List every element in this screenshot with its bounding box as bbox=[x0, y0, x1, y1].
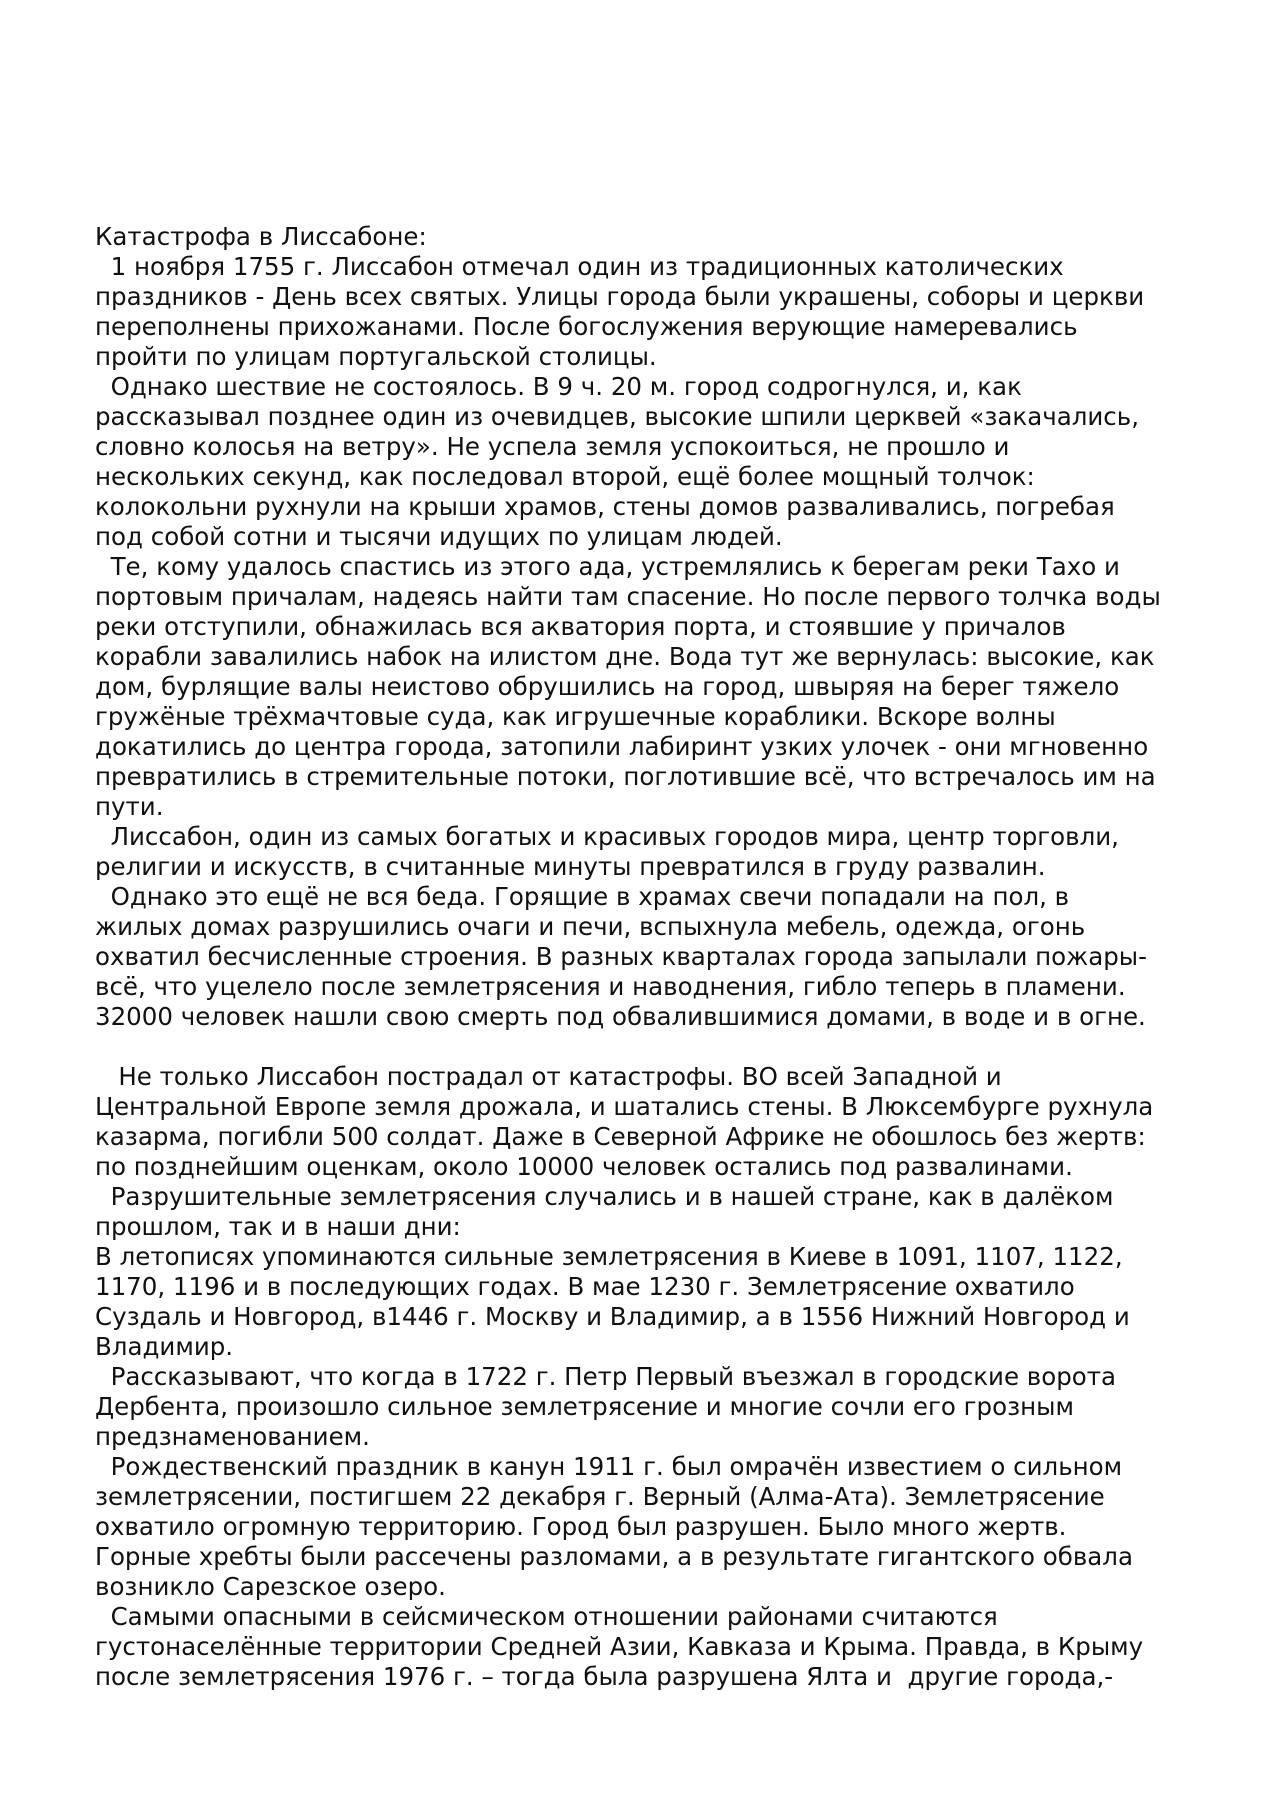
text-line: Центральной Европе земля дрожала, и шатались стены. В Люксембурге рухнула bbox=[95, 1092, 1154, 1121]
text-line: пути. bbox=[95, 792, 164, 821]
text-line: Суздаль и Новгород, в1446 г. Москву и Владимир, а в 1556 Нижний Новгород и bbox=[95, 1302, 1130, 1331]
text-line: возникло Сарезское озеро. bbox=[95, 1572, 446, 1601]
text-line: Владимир. bbox=[95, 1332, 234, 1361]
text-line: охватило огромную территорию. Город был разрушен. Было много жертв. bbox=[95, 1512, 1067, 1541]
text-line: прошлом, так и в наши дни: bbox=[95, 1212, 461, 1241]
text-line: под собой сотни и тысячи идущих по улицам людей. bbox=[95, 522, 783, 551]
text-line: переполнены прихожанами. После богослужения верующие намеревались bbox=[95, 312, 1078, 341]
text-line: после землетрясения 1976 г. – тогда была разрушена Ялта и другие города,- bbox=[95, 1662, 1114, 1691]
text-line: нескольких секунд, как последовал второй, ещё более мощный толчок: bbox=[95, 462, 1035, 491]
text-line: дом, бурлящие валы неистово обрушились на город, швыряя на берег тяжело bbox=[95, 672, 1120, 701]
text-line: Те, кому удалось спастись из этого ада, устремлялись к берегам реки Тахо и bbox=[95, 552, 1120, 581]
text-line: по позднейшим оценкам, около 10000 человек остались под развалинами. bbox=[95, 1152, 1073, 1181]
text-line: Однако шествие не состоялось. В 9 ч. 20 м. город содрогнулся, и, как bbox=[95, 372, 1022, 401]
text-line: праздников - День всех святых. Улицы города были украшены, соборы и церкви bbox=[95, 282, 1145, 311]
text-line: рассказывал позднее один из очевидцев, высокие шпили церквей «закачались, bbox=[95, 402, 1140, 431]
text-line: словно колосья на ветру». Не успела земля успокоиться, не прошло и bbox=[95, 432, 1010, 461]
text-line: религии и искусств, в считанные минуты превратился в груду развалин. bbox=[95, 852, 1046, 881]
text-line: 32000 человек нашли свою смерть под обвалившимися домами, в воде и в огне. bbox=[95, 1002, 1146, 1031]
text-line: казарма, погибли 500 солдат. Даже в Северной Африке не обошлось без жертв: bbox=[95, 1122, 1146, 1151]
text-line: Однако это ещё не вся беда. Горящие в храмах свечи попадали на пол, в bbox=[95, 882, 1070, 911]
text-line: предзнаменованием. bbox=[95, 1422, 370, 1451]
text-line: Рассказывают, что когда в 1722 г. Петр Первый въезжал в городские ворота bbox=[95, 1362, 1117, 1391]
text-line: Разрушительные землетрясения случались и в нашей стране, как в далёком bbox=[95, 1182, 1114, 1211]
text-line: 1170, 1196 и в последующих годах. В мае 1230 г. Землетрясение охватило bbox=[95, 1272, 1075, 1301]
text-line: портовым причалам, надеясь найти там спасение. Но после первого толчка воды bbox=[95, 582, 1161, 611]
text-line: жилых домах разрушились очаги и печи, вспыхнула мебель, одежда, огонь bbox=[95, 912, 1086, 941]
text-line: Самыми опасными в сейсмическом отношении районами считаются bbox=[95, 1602, 998, 1631]
document-text bbox=[95, 222, 1235, 1692]
text-line: Рождественский праздник в канун 1911 г. был омрачён известием о сильном bbox=[95, 1452, 1123, 1481]
text-line: Лиссабон, один из самых богатых и красивых городов мира, центр торговли, bbox=[95, 822, 1119, 851]
text-line: превратились в стремительные потоки, поглотившие всё, что встречалось им на bbox=[95, 762, 1156, 791]
text-line: землетрясении, постигшем 22 декабря г. Верный (Алма-Ата). Землетрясение bbox=[95, 1482, 1105, 1511]
text-line: Катастрофа в Лиссабоне: bbox=[95, 222, 427, 251]
text-line: всё, что уцелело после землетрясения и наводнения, гибло теперь в пламени. bbox=[95, 972, 1126, 1001]
text-line: В летописях упоминаются сильные землетрясения в Киеве в 1091, 1107, 1122, bbox=[95, 1242, 1123, 1271]
text-line: густонаселённые территории Средней Азии, Кавказа и Крыма. Правда, в Крыму bbox=[95, 1632, 1144, 1661]
text-line: пройти по улицам португальской столицы. bbox=[95, 342, 657, 371]
text-line: корабли завалились набок на илистом дне. Вода тут же вернулась: высокие, как bbox=[95, 642, 1155, 671]
text-line: Не только Лиссабон пострадал от катастрофы. ВО всей Западной и bbox=[95, 1062, 1002, 1091]
text-line: 1 ноября 1755 г. Лиссабон отмечал один из традиционных католических bbox=[95, 252, 1064, 281]
text-line: колокольни рухнули на крыши храмов, стены домов разваливались, погребая bbox=[95, 492, 1115, 521]
text-line bbox=[95, 1032, 1235, 1062]
text-line: докатились до центра города, затопили лабиринт узких улочек - они мгновенно bbox=[95, 732, 1149, 761]
text-line: реки отступили, обнажилась вся акватория порта, и стоявшие у причалов bbox=[95, 612, 1066, 641]
text-line: Горные хребты были рассечены разломами, а в результате гигантского обвала bbox=[95, 1542, 1133, 1571]
text-line: гружёные трёхмачтовые суда, как игрушечные кораблики. Вскоре волны bbox=[95, 702, 1056, 731]
text-line: Дербента, произошло сильное землетрясение и многие сочли его грозным bbox=[95, 1392, 1074, 1421]
text-line: охватил бесчисленные строения. В разных кварталах города запылали пожары- bbox=[95, 942, 1147, 971]
